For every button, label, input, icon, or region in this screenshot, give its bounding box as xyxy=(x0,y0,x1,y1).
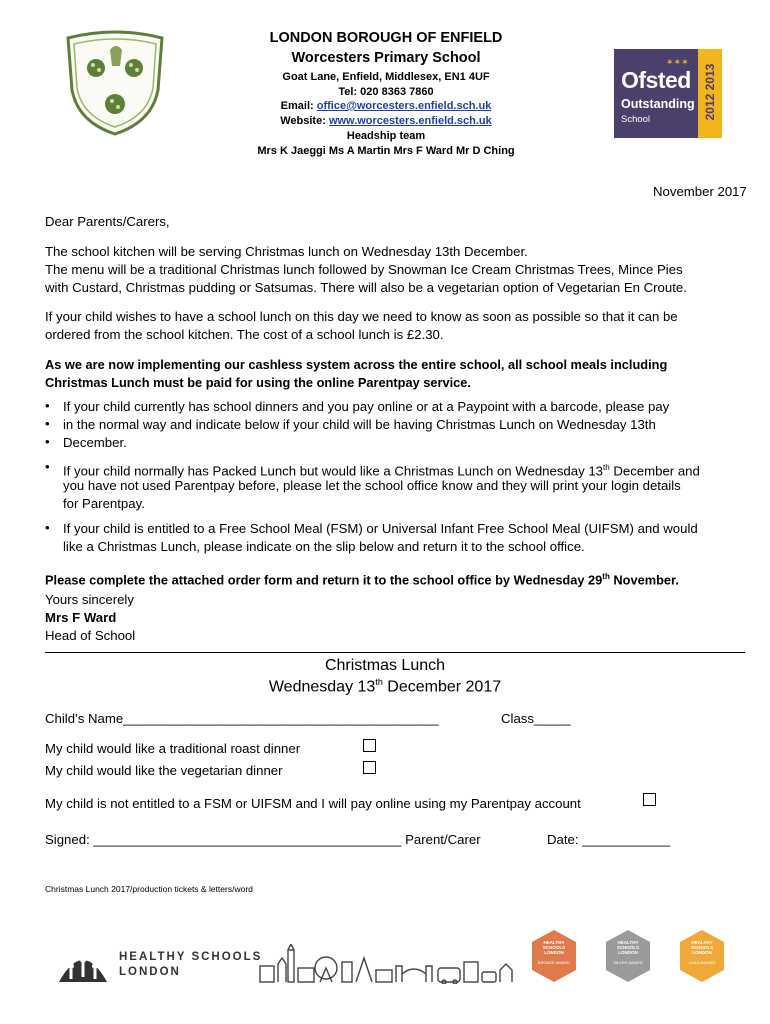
london-skyline-icon xyxy=(258,944,516,984)
website-label: Website: xyxy=(280,115,329,127)
headship-title: Headship team xyxy=(346,130,426,142)
silver-badge-level: SILVER AWARD xyxy=(613,960,643,965)
bullet3-line1: If your child is entitled to a Free School Meal (FSM) or Universal Infant Free School Meal (UIFSM) and would xyxy=(63,521,698,536)
ofsted-stars: ✶✶✶ xyxy=(666,57,689,67)
bronze-badge-level: BRONZE AWARD xyxy=(537,960,571,965)
school-name: Worcesters Primary School xyxy=(291,50,481,66)
return-sup: th xyxy=(602,572,610,581)
school-website-line xyxy=(186,115,586,127)
school-crest xyxy=(60,30,170,138)
signature-field[interactable]: Signed: __________________________________________ Parent/Carer xyxy=(45,832,481,847)
ofsted-years: 2012 2013 xyxy=(703,63,717,121)
cashless-line1: As we are now implementing our cashless system across the entire school, all school meals including xyxy=(45,357,668,372)
borough-name: LONDON BOROUGH OF ENFIELD xyxy=(269,30,503,46)
option-vegetarian-label: My child would like the vegetarian dinner xyxy=(45,763,283,778)
silver-badge-label: HEALTHY SCHOOLS LONDON xyxy=(616,940,640,955)
child-name-field[interactable]: Child’s Name___________________________________________ xyxy=(45,711,439,726)
roast-dinner-checkbox[interactable] xyxy=(363,739,376,752)
form-subtitle xyxy=(0,677,770,696)
bullet1-line2: in the normal way and indicate below if your child will be having Christmas Lunch on Wednesday 13th xyxy=(63,417,656,432)
email-label: Email: xyxy=(280,100,317,112)
document-reference: Christmas Lunch 2017/production tickets & letters/word xyxy=(45,884,253,894)
bullet2-text-a: If your child normally has Packed Lunch but would like a Christmas Lunch on Wednesday 13 xyxy=(63,463,604,479)
bullet1-line3: December. xyxy=(63,435,127,450)
form-subtitle-a: Wednesday 13 xyxy=(268,678,376,696)
letter-date: November 2017 xyxy=(653,184,747,199)
para1-line2: The menu will be a traditional Christmas lunch followed by Snowman Ice Cream Christmas Trees, Mince Pies xyxy=(45,262,683,277)
return-instruction xyxy=(45,568,679,589)
closing: Yours sincerely xyxy=(45,592,134,607)
option-roast-label: My child would like a traditional roast dinner xyxy=(45,741,301,756)
signer-role: Head of School xyxy=(45,628,136,643)
class-field[interactable]: Class_____ xyxy=(501,711,571,726)
headship-names: Mrs K Jaeggi Ms A Martin Mrs F Ward Mr D Ching xyxy=(257,145,515,157)
bullet2-sup: th xyxy=(603,463,610,472)
healthy-schools-logo xyxy=(57,944,109,984)
bullet-dot: • xyxy=(45,398,50,413)
tear-off-line xyxy=(45,652,745,653)
email-link[interactable]: office@worcesters.enfield.sch.uk xyxy=(316,100,492,112)
bullet-dot: • xyxy=(45,434,50,449)
ofsted-name: Ofsted xyxy=(621,67,691,93)
ofsted-logo xyxy=(614,49,722,138)
signer-name: Mrs F Ward xyxy=(45,610,117,625)
para2-line1: If your child wishes to have a school lunch on this day we need to know as soon as possible so that it can be xyxy=(45,309,678,324)
bullet2-text-b: December and xyxy=(609,463,700,479)
bullet-dot: • xyxy=(45,520,50,535)
bronze-award-badge xyxy=(530,928,578,984)
website-link[interactable]: www.worcesters.enfield.sch.uk xyxy=(328,115,492,127)
school-address: Goat Lane, Enfield, Middlesex, EN1 4UF xyxy=(282,71,490,83)
school-phone: Tel: 020 8363 7860 xyxy=(338,86,434,98)
bullet1-line1: If your child currently has school dinners and you pay online or at a Paypoint with a barcode, please pay xyxy=(63,399,670,414)
gold-badge-label: HEALTHY SCHOOLS LONDON xyxy=(690,940,714,955)
bullet-dot: • xyxy=(45,416,50,431)
parentpay-checkbox[interactable] xyxy=(643,793,656,806)
bullet2-line3: for Parentpay. xyxy=(63,496,145,511)
para1-line1: The school kitchen will be serving Christmas lunch on Wednesday 13th December. xyxy=(45,244,528,259)
return-text-b: November. xyxy=(609,572,679,588)
form-subtitle-sup: th xyxy=(375,677,383,687)
silver-award-badge xyxy=(604,928,652,984)
form-subtitle-b: December 2017 xyxy=(382,678,502,696)
healthy-schools-line1: HEALTHY SCHOOLS xyxy=(119,951,263,963)
salutation: Dear Parents/Carers, xyxy=(45,214,170,229)
vegetarian-dinner-checkbox[interactable] xyxy=(363,761,376,774)
gold-badge-level: GOLD AWARD xyxy=(688,960,716,965)
return-text-a: Please complete the attached order form and return it to the school office by Wednesday 29 xyxy=(45,572,603,588)
healthy-schools-line2: LONDON xyxy=(119,966,181,978)
ofsted-rating: Outstanding xyxy=(621,97,695,111)
option-parentpay-label: My child is not entitled to a FSM or UIFSM and I will pay online using my Parentpay account xyxy=(45,796,581,811)
ofsted-type: School xyxy=(621,114,651,125)
cashless-line2: Christmas Lunch must be paid for using the online Parentpay service. xyxy=(45,375,471,390)
bullet-dot: • xyxy=(45,459,50,474)
bullet3-line2: like a Christmas Lunch, please indicate on the slip below and return it to the school office. xyxy=(63,539,585,554)
bronze-badge-label: HEALTHY SCHOOLS LONDON xyxy=(542,940,566,955)
para1-line3: with Custard, Christmas pudding or Satsumas. There will also be a vegetarian option of Vegetarian En Croute. xyxy=(45,280,687,295)
school-email-line xyxy=(186,100,586,112)
gold-award-badge xyxy=(678,928,726,984)
para2-line2: ordered from the school kitchen. The cost of a school lunch is £2.30. xyxy=(45,327,444,342)
bullet2-line2: you have not used Parentpay before, please let the school office know and they will print your login details xyxy=(63,478,681,493)
date-field[interactable]: Date: ____________ xyxy=(547,832,671,847)
form-title: Christmas Lunch xyxy=(324,657,446,674)
